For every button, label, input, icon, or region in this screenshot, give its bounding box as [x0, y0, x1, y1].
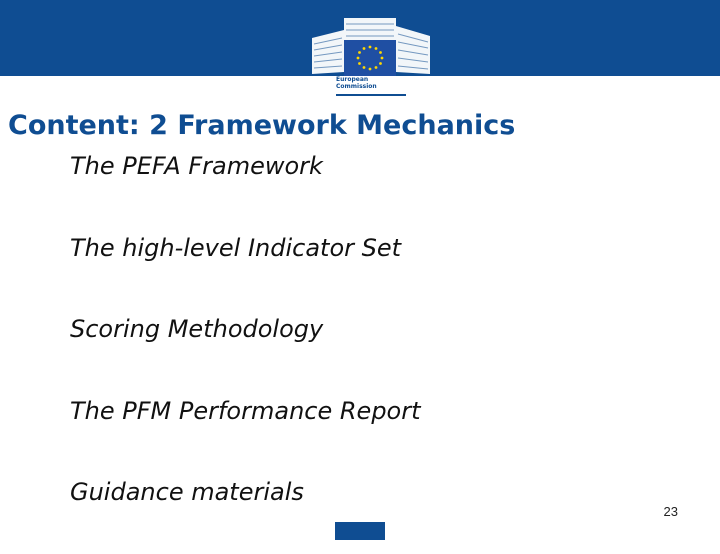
logo-wordmark	[336, 76, 377, 90]
content-item-indicator-set: The high-level Indicator Set	[70, 233, 402, 262]
content-item-guidance-materials: Guidance materials	[70, 478, 304, 506]
page-number: 23	[663, 504, 678, 519]
slide-title: Content: 2 Framework Mechanics	[8, 110, 516, 141]
footer-flag-bar	[335, 522, 385, 540]
content-item-scoring-methodology: Scoring Methodology	[70, 315, 324, 343]
european-commission-logo	[306, 0, 436, 100]
content-item-performance-report: The PFM Performance Report	[70, 396, 421, 425]
content-item-pefa-framework: The PEFA Framework	[70, 152, 323, 180]
logo-wordmark-line1: European	[336, 76, 369, 83]
logo-wordmark-line2: Commission	[336, 83, 377, 90]
content-list	[70, 146, 421, 554]
